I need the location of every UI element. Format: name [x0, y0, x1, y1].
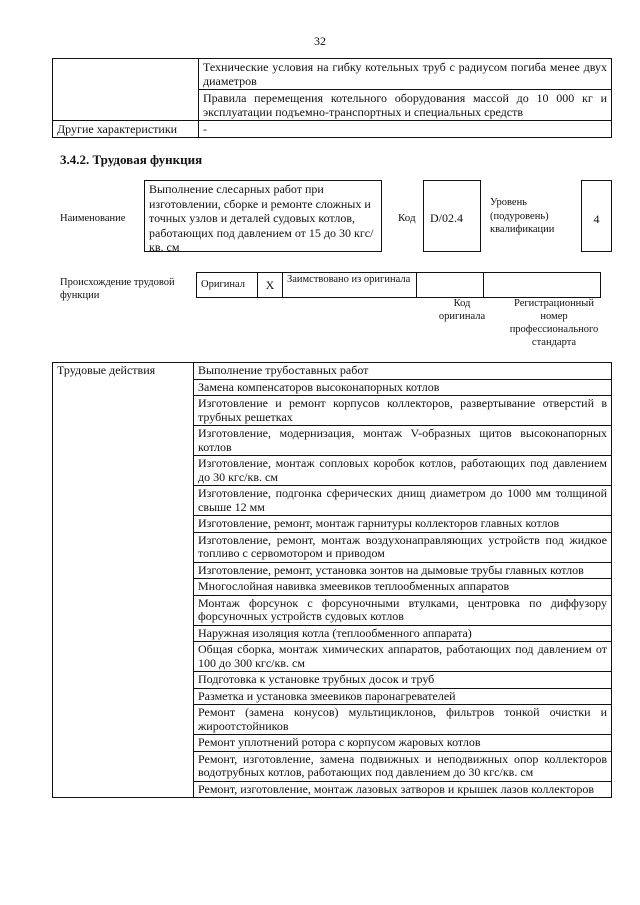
labor-action-item: Изготовление, ремонт, монтаж гарнитуры коллекторов главных котлов: [194, 516, 612, 533]
labor-actions-table: [52, 362, 612, 798]
labor-action-item: Выполнение трубоставных работ: [194, 363, 612, 380]
labor-action-item: Замена компенсаторов высоконапорных котлов: [194, 379, 612, 396]
origin-table: [196, 272, 601, 298]
table-row: [53, 121, 612, 138]
original-code-caption: Код оригинала: [438, 298, 486, 322]
labor-action-item: Ремонт, изготовление, замена подвижных и неподвижных опор коллекторов водотрубных котлов, работающих под давлением до 30 кгс/кв. см: [194, 751, 612, 781]
labor-action-item: Подготовка к установке трубных досок и труб: [194, 672, 612, 689]
labor-action-item: Ремонт уплотнений ротора с корпусом жаровых котлов: [194, 735, 612, 752]
labor-actions-header: Трудовые действия: [53, 363, 194, 798]
original-label: Оригинал: [197, 273, 258, 298]
borrowed-label: Заимствовано из оригинала: [283, 273, 417, 298]
labor-action-item: Наружная изоляция котла (теплообменного аппарата): [194, 625, 612, 642]
labor-action-item: Изготовление, ремонт, монтаж воздухонаправляющих устройств под жидкое топливо с сервомотором и приводом: [194, 532, 612, 562]
other-characteristics-label: Другие характеристики: [53, 121, 199, 138]
labor-action-item: Общая сборка, монтаж химических аппаратов, работающих под давлением от 100 до 300 кгс/кв. см: [194, 642, 612, 672]
original-mark: X: [258, 273, 283, 298]
other-characteristics-value: -: [199, 121, 612, 138]
labor-action-item: Ремонт (замена конусов) мультициклонов, фильтров тонкой очистки и жироотстойников: [194, 705, 612, 735]
labor-action-item: Многослойная навивка змеевиков теплообменных аппаратов: [194, 579, 612, 596]
table-cell: Технические условия на гибку котельных труб с радиусом погиба менее двух диаметров: [199, 59, 612, 90]
labor-action-item: Разметка и установка змеевиков паронагревателей: [194, 688, 612, 705]
table-cell: Правила перемещения котельного оборудования массой до 10 000 кг и эксплуатации подъемно-транспортных и специальных средств: [199, 90, 612, 121]
table-cell-empty: [53, 59, 199, 121]
labor-action-item: Изготовление, подгонка сферических днищ диаметром до 1000 мм толщиной свыше 12 мм: [194, 486, 612, 516]
level-label: Уровень (подуровень) квалификации: [490, 197, 555, 235]
top-table: [52, 58, 612, 138]
labor-action-item: Изготовление и ремонт корпусов коллекторов, развертывание отверстий в трубных решетках: [194, 396, 612, 426]
labor-action-item: Изготовление, монтаж сопловых коробок котлов, работающих под давлением до 30 кгс/кв. см: [194, 456, 612, 486]
table-row: [197, 273, 601, 298]
origin-label: Происхождение трудовой функции: [60, 277, 175, 301]
table-row: [53, 59, 612, 90]
registration-number-caption: Регистрационный номер профессионального стандарта: [509, 298, 599, 348]
original-code-cell: [417, 273, 484, 298]
table-row: [53, 363, 612, 380]
labor-action-item: Изготовление, модернизация, монтаж V-образных щитов высоконапорных котлов: [194, 426, 612, 456]
level-value: 4: [581, 180, 612, 252]
code-label: Код: [398, 212, 416, 224]
labor-action-item: Изготовление, ремонт, установка зонтов на дымовые трубы главных котлов: [194, 562, 612, 579]
labor-action-item: Ремонт, изготовление, монтаж лазовых затворов и крышек лазов коллекторов: [194, 781, 612, 798]
name-label: Наименование: [60, 213, 126, 224]
labor-action-item: Монтаж форсунок с форсуночными втулками, центровка по диффузору форсуночных устройств судовых котлов: [194, 595, 612, 625]
code-value: D/02.4: [423, 180, 481, 252]
registration-number-cell: [484, 273, 601, 298]
function-name-value: Выполнение слесарных работ при изготовлении, сборке и ремонте сложных и точных узлов и деталей судовых котлов, работающих под давлением от 15 до 30 кгс/кв. см: [144, 180, 382, 252]
section-title: 3.4.2. Трудовая функция: [60, 152, 203, 167]
page-number: 32: [314, 34, 326, 48]
